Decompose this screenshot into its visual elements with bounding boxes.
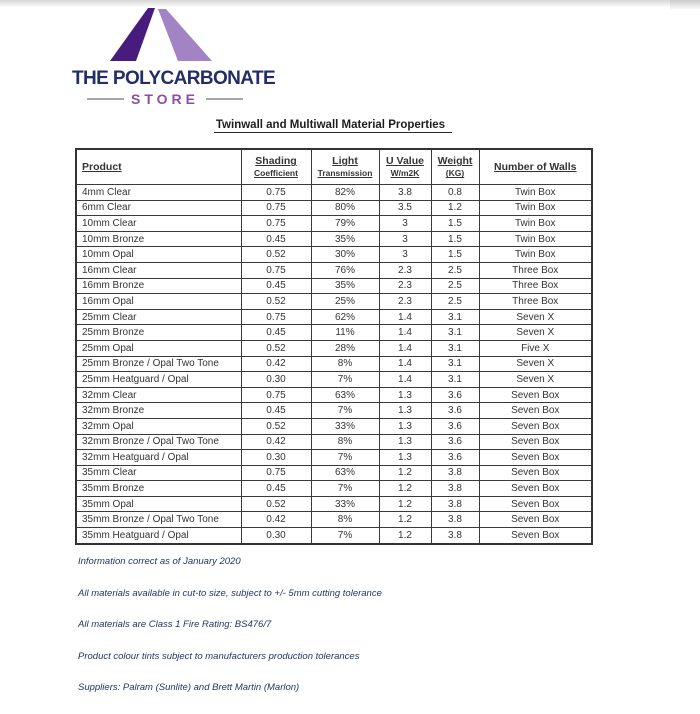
table-row	[76, 512, 592, 528]
value-cell: Seven Box	[479, 496, 592, 512]
value-cell: 1.4	[379, 340, 431, 356]
note-fire-rating: All materials are Class 1 Fire Rating: BS476/7	[78, 619, 272, 630]
product-cell: 32mm Clear	[76, 387, 241, 403]
value-cell: 2.5	[431, 278, 479, 294]
header-row	[76, 149, 592, 185]
value-cell: Three Box	[479, 278, 592, 294]
value-cell: 1.2	[379, 512, 431, 528]
table-row	[76, 372, 592, 388]
table-row	[76, 418, 592, 434]
value-cell: Twin Box	[479, 185, 592, 201]
product-cell: 35mm Heatguard / Opal	[76, 528, 241, 544]
value-cell: 3.1	[431, 309, 479, 325]
value-cell: Seven Box	[479, 403, 592, 419]
value-cell: 0.45	[241, 231, 311, 247]
value-cell: 0.42	[241, 356, 311, 372]
properties-table	[75, 148, 593, 545]
value-cell: 35%	[311, 278, 379, 294]
product-cell: 16mm Clear	[76, 262, 241, 278]
value-cell: Twin Box	[479, 216, 592, 232]
value-cell: 8%	[311, 512, 379, 528]
document-title: Twinwall and Multiwall Material Properties	[75, 119, 591, 131]
value-cell: 0.45	[241, 481, 311, 497]
value-cell: 1.5	[431, 247, 479, 263]
value-cell: Seven Box	[479, 418, 592, 434]
note-colour-tints: Product colour tints subject to manufacturers production tolerances	[78, 650, 360, 662]
product-cell: 35mm Opal	[76, 496, 241, 512]
value-cell: Twin Box	[479, 247, 592, 263]
value-cell: Seven Box	[479, 528, 592, 544]
value-cell: 0.42	[241, 434, 311, 450]
value-cell: 0.75	[241, 309, 311, 325]
note-info-date: Information correct as of January 2020	[78, 556, 241, 567]
page-top-edge	[0, 0, 700, 7]
header-shading-coefficient: Shading Coefficient	[241, 149, 311, 185]
product-cell: 25mm Bronze	[76, 325, 241, 341]
value-cell: 3.5	[379, 200, 431, 216]
value-cell: 7%	[311, 528, 379, 544]
value-cell: 33%	[311, 496, 379, 512]
value-cell: 62%	[311, 309, 379, 325]
value-cell: Seven X	[479, 325, 592, 341]
table-row	[76, 496, 592, 512]
value-cell: 0.52	[241, 340, 311, 356]
logo-triangle-light	[158, 9, 212, 61]
value-cell: 0.52	[241, 294, 311, 310]
logo	[72, 8, 276, 107]
value-cell: 3.1	[431, 372, 479, 388]
value-cell: 3.8	[379, 185, 431, 201]
product-cell: 10mm Clear	[76, 216, 241, 232]
product-cell: 25mm Heatguard / Opal	[76, 372, 241, 388]
table-row	[76, 216, 592, 232]
logo-divider-right	[206, 98, 243, 100]
value-cell: Five X	[479, 340, 592, 356]
value-cell: 1.3	[379, 450, 431, 466]
product-cell: 4mm Clear	[76, 185, 241, 201]
value-cell: 0.45	[241, 278, 311, 294]
value-cell: Seven X	[479, 309, 592, 325]
product-cell: 32mm Bronze	[76, 403, 241, 419]
header-number-of-walls: Number of Walls	[479, 149, 592, 185]
value-cell: 63%	[311, 465, 379, 481]
value-cell: 1.5	[431, 231, 479, 247]
value-cell: 0.75	[241, 387, 311, 403]
value-cell: 2.5	[431, 262, 479, 278]
value-cell: Seven Box	[479, 387, 592, 403]
value-cell: 79%	[311, 216, 379, 232]
value-cell: Seven Box	[479, 465, 592, 481]
value-cell: 7%	[311, 481, 379, 497]
value-cell: 0.30	[241, 372, 311, 388]
value-cell: 3.6	[431, 450, 479, 466]
value-cell: 0.52	[241, 247, 311, 263]
value-cell: 1.2	[379, 528, 431, 544]
value-cell: 8%	[311, 434, 379, 450]
header-weight: Weight (KG)	[431, 149, 479, 185]
page-top-edge-corner	[670, 0, 700, 9]
value-cell: 7%	[311, 450, 379, 466]
product-cell: 16mm Bronze	[76, 278, 241, 294]
value-cell: 1.4	[379, 356, 431, 372]
value-cell: 3.8	[431, 512, 479, 528]
value-cell: 7%	[311, 403, 379, 419]
value-cell: 3.8	[431, 496, 479, 512]
value-cell: 1.4	[379, 309, 431, 325]
value-cell: Seven Box	[479, 450, 592, 466]
value-cell: 1.5	[431, 216, 479, 232]
value-cell: 1.4	[379, 325, 431, 341]
table-row	[76, 528, 592, 544]
value-cell: 0.45	[241, 403, 311, 419]
value-cell: 1.3	[379, 387, 431, 403]
footer-notes	[78, 556, 638, 714]
table-row	[76, 481, 592, 497]
product-cell: 25mm Opal	[76, 340, 241, 356]
table-row	[76, 309, 592, 325]
value-cell: Twin Box	[479, 231, 592, 247]
product-cell: 10mm Opal	[76, 247, 241, 263]
table-row	[76, 340, 592, 356]
value-cell: 3	[379, 231, 431, 247]
value-cell: 63%	[311, 387, 379, 403]
value-cell: 2.3	[379, 262, 431, 278]
value-cell: 25%	[311, 294, 379, 310]
value-cell: Three Box	[479, 294, 592, 310]
product-cell: 32mm Opal	[76, 418, 241, 434]
table-row	[76, 387, 592, 403]
table-row	[76, 434, 592, 450]
product-cell: 35mm Bronze / Opal Two Tone	[76, 512, 241, 528]
table-body	[76, 185, 592, 544]
product-cell: 10mm Bronze	[76, 231, 241, 247]
product-cell: 25mm Bronze / Opal Two Tone	[76, 356, 241, 372]
value-cell: 3.6	[431, 387, 479, 403]
value-cell: 3	[379, 216, 431, 232]
value-cell: 7%	[311, 372, 379, 388]
value-cell: 33%	[311, 418, 379, 434]
table-row	[76, 200, 592, 216]
value-cell: Seven X	[479, 372, 592, 388]
note-cutting-tolerance: All materials available in cut-to size, subject to +/- 5mm cutting tolerance	[78, 587, 382, 599]
value-cell: 1.2	[379, 496, 431, 512]
product-cell: 35mm Clear	[76, 465, 241, 481]
product-cell: 32mm Heatguard / Opal	[76, 450, 241, 466]
value-cell: 80%	[311, 200, 379, 216]
table-row	[76, 262, 592, 278]
table-row	[76, 294, 592, 310]
value-cell: Seven Box	[479, 481, 592, 497]
value-cell: 3.6	[431, 418, 479, 434]
table-row	[76, 278, 592, 294]
table-row	[76, 185, 592, 201]
product-cell: 16mm Opal	[76, 294, 241, 310]
header-u-value: U Value W/m2K	[379, 149, 431, 185]
value-cell: Seven Box	[479, 434, 592, 450]
value-cell: 1.2	[379, 465, 431, 481]
value-cell: 1.3	[379, 434, 431, 450]
table-row	[76, 465, 592, 481]
value-cell: 1.4	[379, 372, 431, 388]
value-cell: 0.30	[241, 450, 311, 466]
value-cell: 0.30	[241, 528, 311, 544]
value-cell: 3	[379, 247, 431, 263]
value-cell: 0.75	[241, 185, 311, 201]
value-cell: 3.8	[431, 465, 479, 481]
value-cell: 30%	[311, 247, 379, 263]
value-cell: 0.75	[241, 262, 311, 278]
table-row	[76, 356, 592, 372]
value-cell: 0.75	[241, 465, 311, 481]
value-cell: 0.45	[241, 325, 311, 341]
table-row	[76, 247, 592, 263]
value-cell: 3.8	[431, 528, 479, 544]
value-cell: 2.3	[379, 294, 431, 310]
value-cell: 0.75	[241, 216, 311, 232]
value-cell: 1.3	[379, 403, 431, 419]
header-product: Product	[76, 149, 241, 185]
value-cell: 3.8	[431, 481, 479, 497]
value-cell: 0.8	[431, 185, 479, 201]
table-header	[76, 149, 592, 185]
value-cell: 3.1	[431, 356, 479, 372]
table-row	[76, 325, 592, 341]
value-cell: 2.5	[431, 294, 479, 310]
value-cell: 1.2	[431, 200, 479, 216]
table-row	[76, 450, 592, 466]
logo-triangle-icon	[108, 8, 223, 65]
logo-divider-left	[87, 98, 124, 100]
product-cell: 25mm Clear	[76, 309, 241, 325]
value-cell: 0.42	[241, 512, 311, 528]
value-cell: 1.3	[379, 418, 431, 434]
value-cell: 11%	[311, 325, 379, 341]
value-cell: 3.1	[431, 325, 479, 341]
logo-name-text: THE POLYCARBONATE	[72, 68, 276, 89]
value-cell: 0.75	[241, 200, 311, 216]
value-cell: 2.3	[379, 278, 431, 294]
product-cell: 35mm Bronze	[76, 481, 241, 497]
value-cell: 82%	[311, 185, 379, 201]
value-cell: 28%	[311, 340, 379, 356]
value-cell: 3.1	[431, 340, 479, 356]
value-cell: Twin Box	[479, 200, 592, 216]
value-cell: Three Box	[479, 262, 592, 278]
product-cell: 6mm Clear	[76, 200, 241, 216]
header-light-transmission: Light Transmission	[311, 149, 379, 185]
value-cell: 76%	[311, 262, 379, 278]
table-row	[76, 231, 592, 247]
value-cell: Seven Box	[479, 512, 592, 528]
logo-store-row	[72, 92, 258, 106]
value-cell: 35%	[311, 231, 379, 247]
value-cell: 0.52	[241, 418, 311, 434]
value-cell: 8%	[311, 356, 379, 372]
logo-triangle-dark	[110, 8, 155, 61]
note-suppliers: Suppliers: Palram (Sunlite) and Brett Martin (Marlon)	[78, 682, 300, 693]
product-cell: 32mm Bronze / Opal Two Tone	[76, 434, 241, 450]
logo-store-text: STORE	[131, 91, 199, 107]
table-row	[76, 403, 592, 419]
value-cell: 0.52	[241, 496, 311, 512]
value-cell: Seven X	[479, 356, 592, 372]
value-cell: 1.2	[379, 481, 431, 497]
value-cell: 3.6	[431, 434, 479, 450]
value-cell: 3.6	[431, 403, 479, 419]
